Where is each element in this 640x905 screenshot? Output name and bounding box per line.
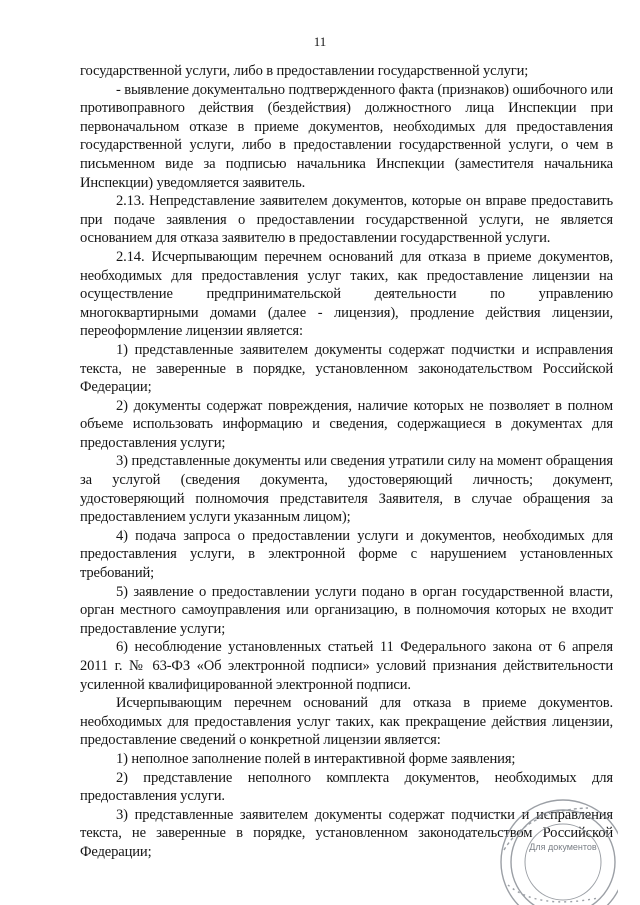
stamp-label-top: Для документов (529, 842, 597, 852)
page-number: 11 (313, 34, 327, 49)
seal-stamp (468, 790, 618, 905)
list-item-4: 4) подача запроса о предоставлении услуги и документов, необходимых для предоставления услуги, в электронной форме с нарушением установленных требований; (80, 527, 613, 582)
document-body (80, 62, 613, 862)
paragraph-2-13: 2.13. Непредставление заявителем документов, которые он вправе предоставить при подаче заявления о предоставлении государственной услуги, не является основанием для отказа заявителю в предоставлении государственной услуги. (80, 193, 613, 247)
list-item-1: 1) представленные заявителем документы содержат подчистки и исправления текста, не заверенные в порядке, установленном законодательством Российской Федерации; (80, 341, 613, 396)
list-item-5: 5) заявление о предоставлении услуги подано в орган государственной власти, орган местного самоуправления или организацию, в полномочия которых не входит предоставление услуги; (80, 583, 613, 637)
paragraph-termination-grounds: Исчерпывающим перечнем оснований для отказа в приеме документов. необходимых для предоставления услуг таких, как прекращение действия лицензии, предоставление сведений о конкретной лицензии является: (80, 695, 613, 749)
list-item-2b: 2) представление неполного комплекта документов, необходимых для предоставления услуги. (80, 769, 613, 805)
paragraph-continuation: государственной услуги, либо в предоставлении государственной услуги; (80, 63, 529, 79)
list-item-3: 3) представленные документы или сведения утратили силу на момент обращения за услугой (сведения документа, удостоверяющий личность; документ, удостоверяющий полномочия представителя Заявителя, в случае обращения за предоставлением услуги указанным лицом); (80, 453, 613, 526)
list-item-1b: 1) неполное заполнение полей в интерактивной форме заявления; (116, 750, 516, 767)
list-item-2: 2) документы содержат повреждения, наличие которых не позволяет в полном объеме использовать информацию и сведения, содержащиеся в документах для предоставления услуги; (80, 397, 613, 451)
list-item-6: 6) несоблюдение установленных статьей 11 Федерального закона от 6 апреля 2011 г. № 63-ФЗ «Об электронной подписи» условий признания действительности усиленной квалифицированной электронной подписи. (80, 639, 613, 693)
list-item-3b: 3) представленные заявителем документы содержат подчистки и исправления текста, не заверенные в порядке, установленном законодательством Российской Федерации; (80, 806, 613, 860)
paragraph-2-14: 2.14. Исчерпывающим перечнем оснований для отказа в приеме документов, необходимых для предоставления услуг таких, как предоставление лицензии на осуществление предпринимательской деятельности по управлению многоквартирными домами (далее - лицензия), продление действия лицензии, переоформление лицензии является: (80, 248, 613, 340)
paragraph-bullet-error-detection: - выявление документально подтвержденного факта (признаков) ошибочного или противоправного действия (бездействия) должностного лица Инспекции при первоначальном отказе в приеме документов, необходимых для предоставления государственной услуги, либо в предоставлении государственной услуги, о чем в письменном виде за подписью начальника Инспекции (заместителя начальника Инспекции) уведомляется заявитель. (80, 81, 613, 191)
